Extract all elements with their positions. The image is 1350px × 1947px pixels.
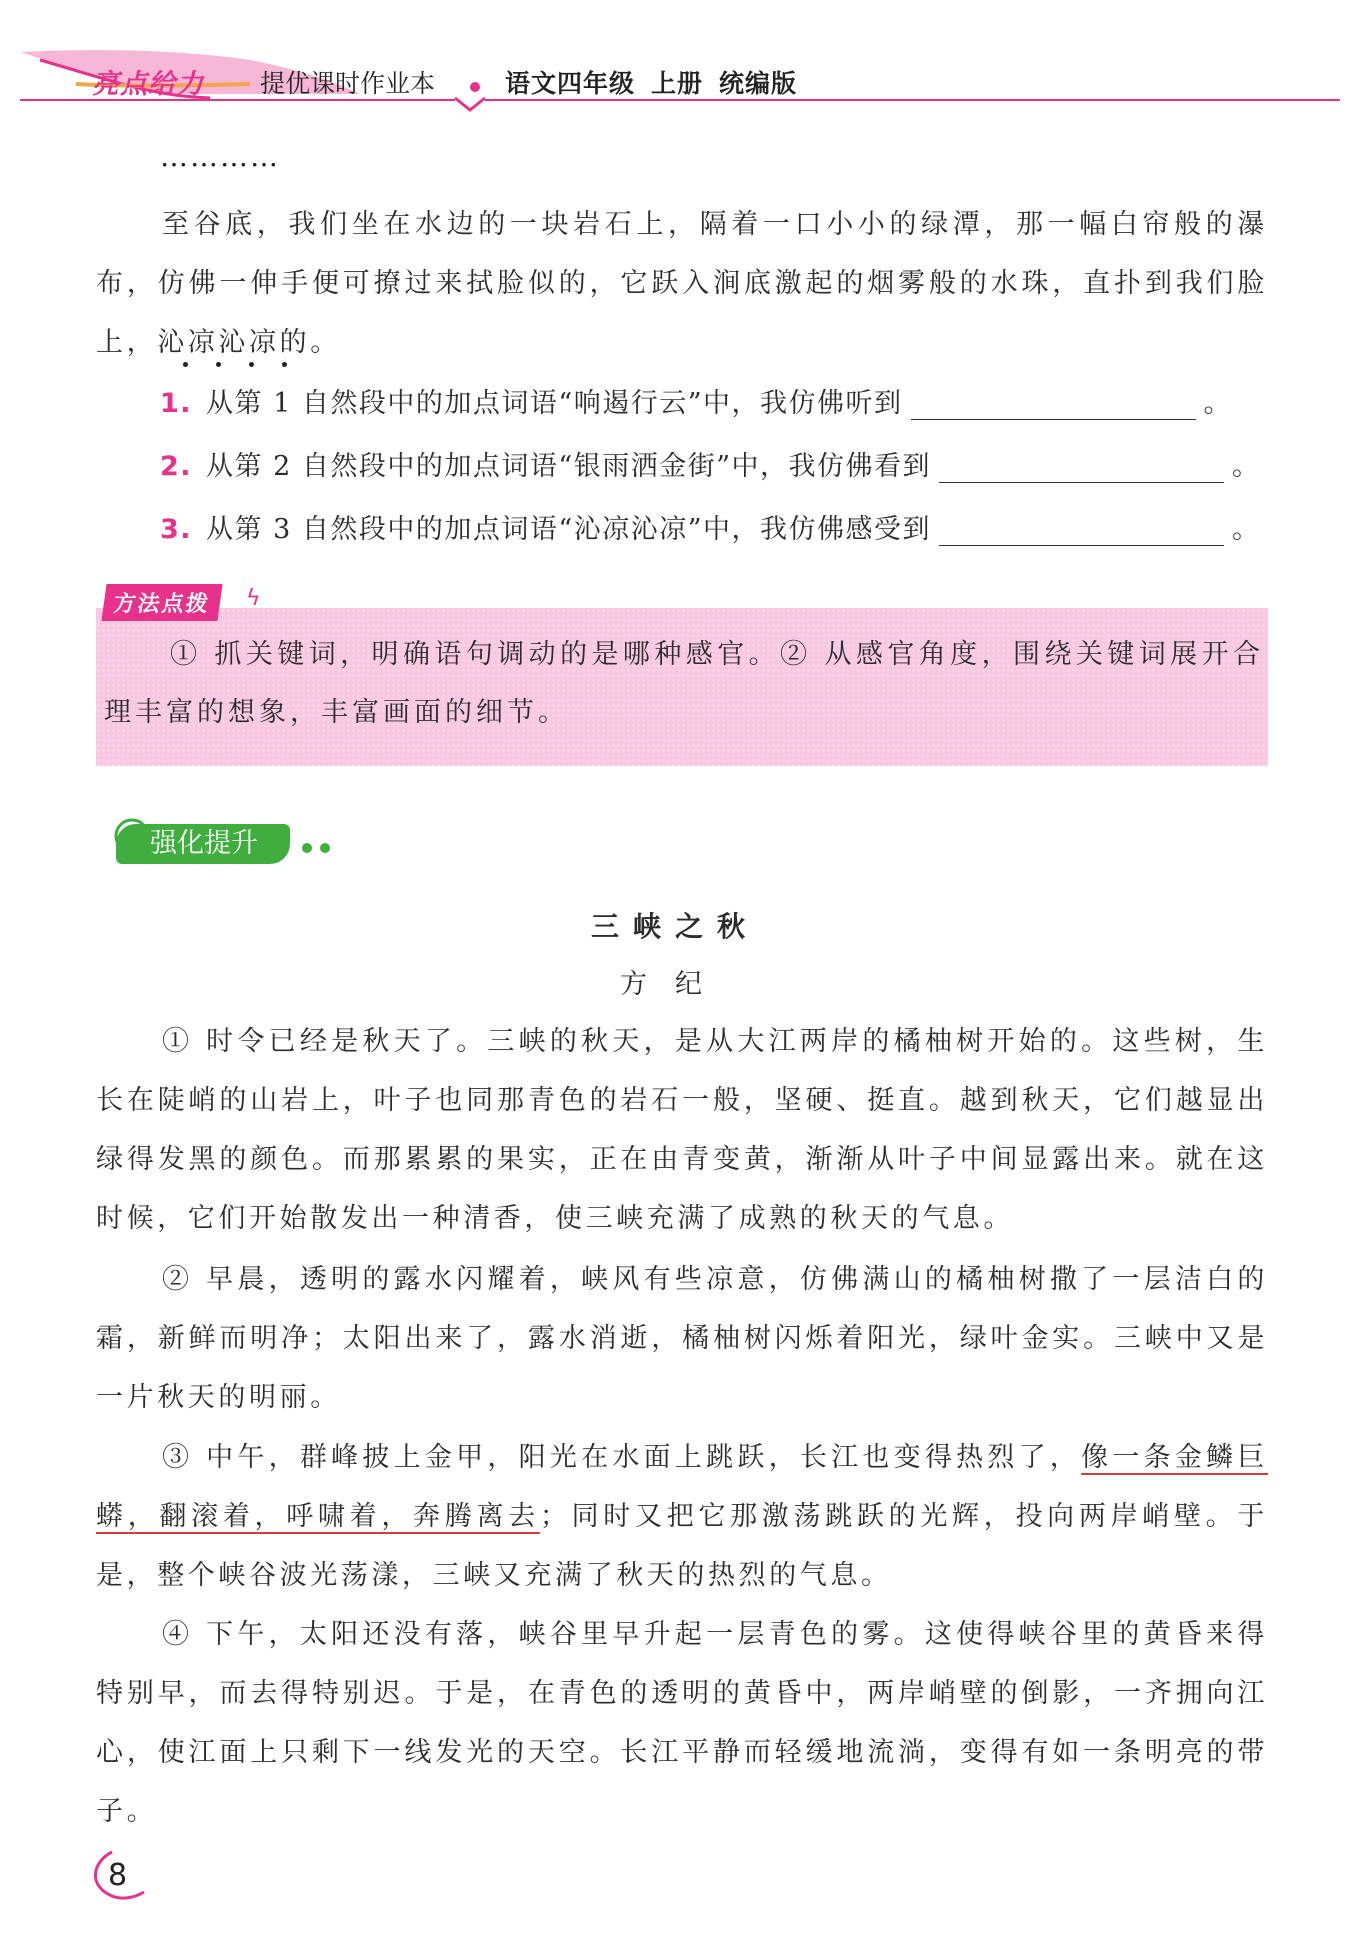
paragraph-3-text-end: ；同时又把它那激荡跳跃的光辉，投向两岸峭壁。于是，整个峡谷波光荡漾，三峡又充满了秋天的热烈的气息。 [96,1501,1268,1591]
header-dot [470,82,480,92]
question-text: 从第 2 自然段中的加点词语“银雨洒金街”中，我仿佛看到 [206,451,931,482]
badge-dot [320,843,330,853]
question-1 [160,381,1280,431]
emphasis-dots [183,352,315,371]
book-volume: 上册 [651,69,704,98]
badge-dot [302,843,312,853]
tips-label: 方法点拨 [101,584,222,621]
page-number: 8 [108,1858,128,1893]
question-end: 。 [1232,514,1261,545]
question-text: 从第 1 自然段中的加点词语“响遏行云”中，我仿佛听到 [206,388,903,419]
question-number: 2. [160,451,193,482]
tips-text: ① 抓关键词，明确语句调动的是哪种感官。② 从感官角度，围绕关键词展开合理丰富的想象，丰富画面的细节。 [104,639,1264,728]
page-header [0,0,1350,120]
excerpt-paragraph: 至谷底，我们坐在水边的一块岩石上，隔着一口小小的绿潭，那一幅白帘般的瀑布，仿佛一伸手便可撩过来拭脸似的，它跃入涧底激起的烟雾般的水珠，直扑到我们脸上，沁凉沁凉的。 [96,209,1268,358]
answer-blank[interactable] [911,389,1196,420]
question-number: 1. [160,388,193,419]
section-badge: 强化提升 [116,824,290,864]
article-paragraph-2: ② 早晨，透明的露水闪耀着，峡风有些凉意，仿佛满山的橘柚树撒了一层洁白的霜，新鲜而明净；太阳出来了，露水消逝，橘柚树闪烁着阳光，绿叶金实。三峡中又是一片秋天的明丽。 [96,1264,1268,1413]
question-end: 。 [1203,388,1232,419]
answer-blank[interactable] [939,515,1224,546]
article-author: 方纪 [620,969,730,1000]
book-subject: 语文四年级 [505,69,636,98]
series-title: 提优课时作业本 [260,69,436,98]
question-end: 。 [1232,451,1261,482]
header-swoosh-decoration [0,0,1350,120]
article-paragraph-4: ④ 下午，太阳还没有落，峡谷里早升起一层青色的雾。这使得峡谷里的黄昏来得特别早，而去得特别迟。于是，在青色的透明的黄昏中，两岸峭壁的倒影，一齐拥向江心，使江面上只剩下一线发光的天空。长江平静而轻缓地流淌，变得有如一条明亮的带子。 [96,1619,1268,1827]
book-edition-label: 统编版 [719,69,798,98]
question-text: 从第 3 自然段中的加点词语“沁凉沁凉”中，我仿佛感受到 [206,514,931,545]
article-title: 三峡之秋 [590,910,759,943]
article-paragraph-1: ① 时令已经是秋天了。三峡的秋天，是从大江两岸的橘柚树开始的。这些树，生长在陡峭的山岩上，叶子也同那青色的岩石一般，坚硬、挺直。越到秋天，它们越显出绿得发黑的颜色。而那累累的果实，正在由青变黄，渐渐从叶子中间显露出来。就在这时候，它们开始散发出一种清香，使三峡充满了成熟的秋天的气息。 [96,1026,1268,1234]
brand-logo-text: 亮点给力 [92,69,204,100]
question-2 [160,444,1280,494]
ellipsis: ………… [160,140,280,173]
lightning-icon: ϟ [246,586,261,611]
answer-blank[interactable] [939,452,1224,483]
question-number: 3. [160,514,193,545]
question-3 [160,507,1280,557]
paragraph-3-text: ③ 中午，群峰披上金甲，阳光在水面上跳跃，长江也变得热烈了， [162,1442,1082,1473]
article-paragraph-3 [96,1428,1268,1605]
underlined-sentence: 像一条金鳞巨蟒，翻滚着，呼啸着，奔腾离去 [96,1442,1268,1532]
book-edition [505,64,813,100]
